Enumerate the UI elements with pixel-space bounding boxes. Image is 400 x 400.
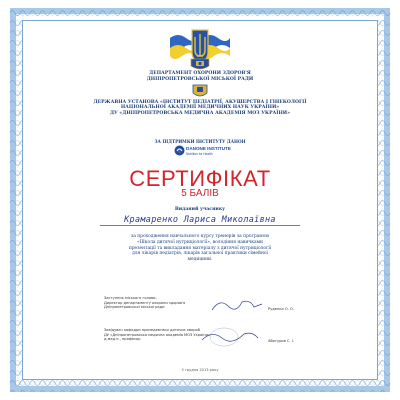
signatory-2-name: Абатуров С. І. bbox=[268, 339, 294, 343]
signatory-1-line-2: Директор департаменту охорони здоров'я bbox=[104, 300, 186, 305]
signatory-1-title bbox=[104, 296, 185, 310]
signatory-1-line-3: Дніпропетровської міської ради bbox=[104, 305, 165, 310]
department-heading bbox=[0, 71, 400, 82]
certificate-title: СЕРТИФІКАТ bbox=[129, 166, 271, 191]
support-text: ЗА ПІДТРИМКИ ІНСТИТУТУ ДАНОН bbox=[154, 139, 246, 144]
institution-heading bbox=[0, 100, 400, 116]
body-line-3: презентації та викладання матеріалу з дитячої нутриціології bbox=[128, 245, 272, 251]
department-line-1: ДЕПАРТАМЕНТ ОХОРОНИ ЗДОРОВ'Я bbox=[149, 71, 251, 76]
signatory-2-line-2: ДУ «Дніпропетровська медична академія МОЗ України» bbox=[104, 332, 211, 337]
sponsor-name: DANONE INSTITUTE bbox=[186, 146, 231, 151]
signature-2-stamp bbox=[196, 326, 266, 348]
body-line-1: за проходження навчального курсу тренерів за програмою bbox=[130, 234, 270, 239]
body-line-5: медицини. bbox=[187, 257, 213, 263]
danone-logo-icon bbox=[174, 145, 185, 156]
signatory-1-name: Руденко О. О. bbox=[268, 307, 294, 311]
signatory-2-line-1: Завідувач кафедри пропедевтики дитячих хвороб bbox=[104, 328, 200, 332]
department-line-2: ДНІПРОПЕТРОВСЬКОЇ МІСЬКОЇ РАДИ bbox=[146, 76, 254, 82]
institution-emblem-icon bbox=[190, 84, 210, 99]
city-coat-of-arms-icon bbox=[187, 58, 213, 71]
recipient-name: Крамаренко Лариса Миколаївна bbox=[124, 215, 276, 225]
signature-1-stamp bbox=[210, 296, 265, 314]
signatory-2-line-3: д.мед.н., професор bbox=[104, 337, 141, 342]
signatory-1-line-1: Заступник міського голови, bbox=[104, 296, 157, 300]
certificate-body bbox=[0, 234, 400, 263]
issued-to-label: Виданий учаснику bbox=[174, 207, 226, 212]
body-line-2: «Школа дитячої нутриціології», володіння навичками bbox=[137, 239, 263, 245]
credit-points: 5 БАЛІВ bbox=[181, 188, 219, 199]
institution-line-3: ДУ «ДНІПРОПЕТРОВСЬКА МЕДИЧНА АКАДЕМІЯ МОЗ УКРАЇНИ» bbox=[109, 110, 291, 116]
sponsor-tagline: Nutrition for Health bbox=[186, 152, 213, 156]
danone-institute-logo bbox=[174, 145, 234, 159]
body-line-4: для лікарів педіатрів, лікарів загальної практики сімейної bbox=[132, 251, 268, 257]
recipient-underline bbox=[100, 225, 300, 226]
signatory-2-title bbox=[104, 328, 210, 342]
institution-line-1: ДЕРЖАВНА УСТАНОВА «ІНСТИТУТ ПЕДІАТРІЇ, АКУШЕРСТВА І ГІНЕКОЛОГІЇ bbox=[93, 100, 307, 105]
issue-date: 5 грудня 2013 року bbox=[181, 368, 219, 372]
institution-line-2: НАЦІОНАЛЬНОЇ АКАДЕМІЇ МЕДИЧНИХ НАУК УКРАЇНИ» bbox=[120, 105, 280, 111]
